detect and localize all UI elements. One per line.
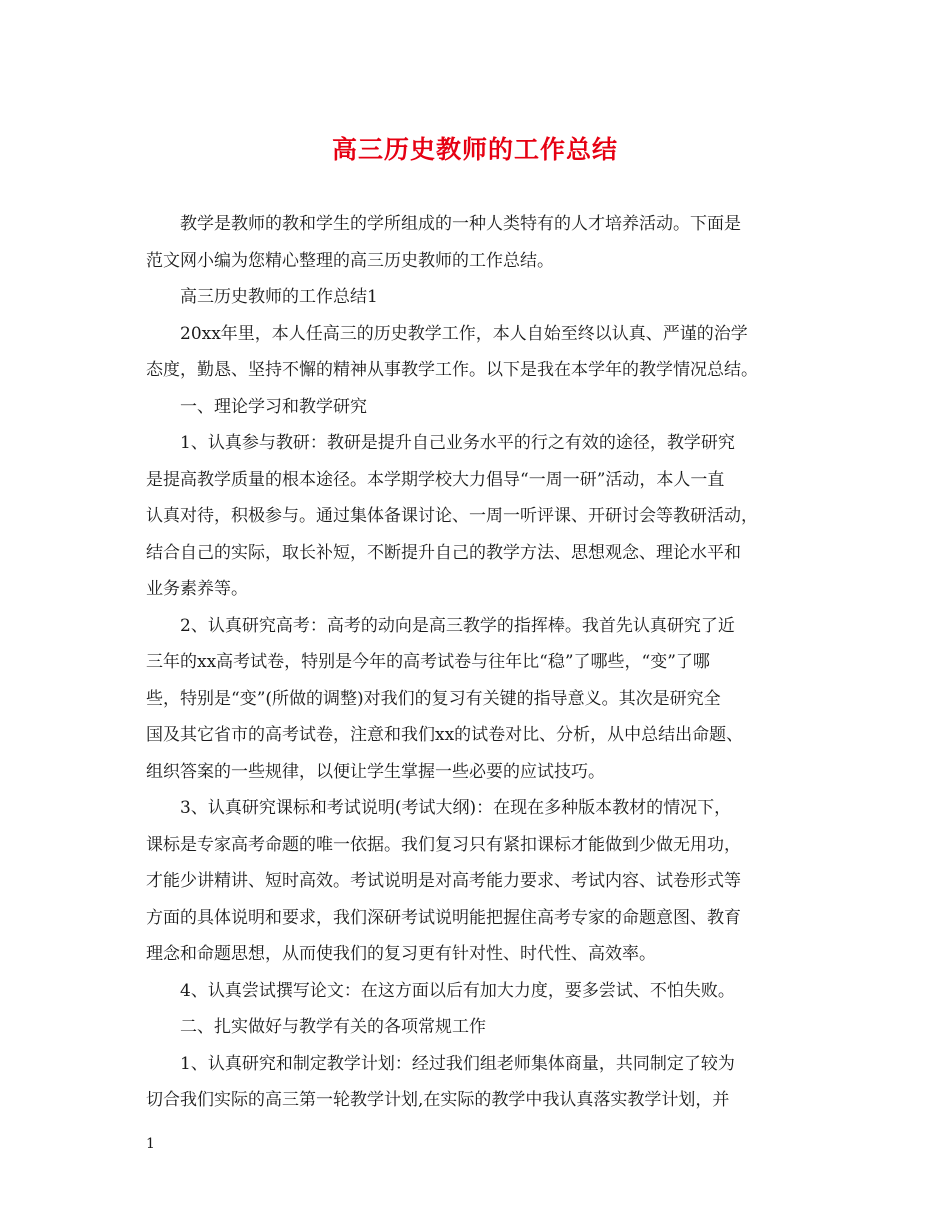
text-line: 范文网小编为您精心整理的高三历史教师的工作总结。 xyxy=(146,250,554,271)
text-line: 认真对待，积极参与。通过集体备课讨论、一周一听评课、开研讨会等教研活动， xyxy=(146,506,758,526)
text-line: 些，特别是“变”(所做的调整)对我们的复习有关键的指导意义。其次是研究全 xyxy=(146,688,721,709)
text-line: 2、认真研究高考：高考的动向是高三教学的指挥棒。我首先认真研究了近 xyxy=(180,615,735,636)
text-line: 20xx年里，本人任高三的历史教学工作，本人自始至终以认真、严谨的治学 xyxy=(180,323,748,344)
text-line: 是提高教学质量的根本途径。本学期学校大力倡导“一周一研”活动，本人一直 xyxy=(146,469,725,490)
document-body xyxy=(146,206,811,1119)
text-line: 4、认真尝试撰写论文：在这方面以后有加大力度，要多尝试、不怕失败。 xyxy=(180,980,735,1001)
text-line: 三年的xx高考试卷，特别是今年的高考试卷与往年比“稳”了哪些，“变”了哪 xyxy=(146,652,710,672)
text-line: 态度，勤恳、坚持不懈的精神从事教学工作。以下是我在本学年的教学情况总结。 xyxy=(146,360,758,380)
text-line: 理念和命题思想，从而使我们的复习更有针对性、时代性、高效率。 xyxy=(146,944,656,964)
text-line: 3、认真研究课标和考试说明(考试大纲)：在现在多种版本教材的情况下， xyxy=(180,798,732,818)
text-line: 业务素养等。 xyxy=(146,579,248,599)
text-line: 组织答案的一些规律，以便让学生掌握一些必要的应试技巧。 xyxy=(146,761,605,782)
text-line: 切合我们实际的高三第一轮教学计划,在实际的教学中我认真落实教学计划，并 xyxy=(146,1090,730,1110)
text-line: 课标是专家高考命题的唯一依据。我们复习只有紧扣课标才能做到少做无用功， xyxy=(146,834,741,855)
text-line: 才能少讲精讲、短时高效。考试说明是对高考能力要求、考试内容、试卷形式等 xyxy=(146,871,741,891)
text-line: 结合自己的实际，取长补短，不断提升自己的教学方法、思想观念、理论水平和 xyxy=(146,542,741,563)
text-line: 1、认真参与教研：教研是提升自己业务水平的行之有效的途径，教学研究 xyxy=(180,433,735,453)
page-number: 1 xyxy=(146,1136,155,1152)
text-line: 方面的具体说明和要求，我们深研考试说明能把握住高考专家的命题意图、教育 xyxy=(146,907,741,928)
document-title: 高三历史教师的工作总结 xyxy=(331,135,618,164)
section-heading: 一、理论学习和教学研究 xyxy=(180,396,367,417)
text-line: 国及其它省市的高考试卷，注意和我们xx的试卷对比、分析，从中总结出命题、 xyxy=(146,725,744,745)
text-line: 1、认真研究和制定教学计划：经过我们组老师集体商量，共同制定了较为 xyxy=(180,1053,735,1074)
section-heading: 高三历史教师的工作总结1 xyxy=(180,287,378,307)
text-line: 教学是教师的教和学生的学所组成的一种人类特有的人才培养活动。下面是 xyxy=(180,214,741,234)
section-heading: 二、扎实做好与教学有关的各项常规工作 xyxy=(180,1017,486,1037)
